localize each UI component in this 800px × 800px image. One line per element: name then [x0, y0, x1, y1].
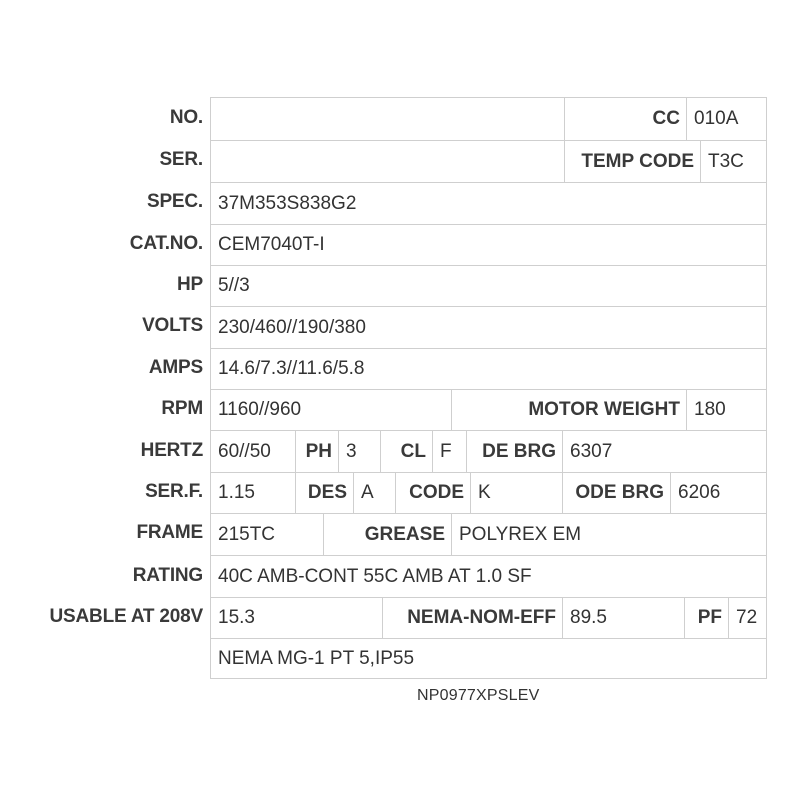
value-cl: F [432, 430, 466, 472]
inline-label-nema-nom-eff: NEMA-NOM-EFF [382, 597, 562, 638]
value-frame: 215TC [210, 513, 323, 555]
value-volts: 230/460//190/380 [210, 306, 767, 348]
inline-label-temp-code: TEMP CODE [564, 140, 700, 182]
label-hertz: HERTZ [140, 440, 203, 461]
value-rating: 40C AMB-CONT 55C AMB AT 1.0 SF [210, 555, 767, 597]
label-ser-f: SER.F. [145, 481, 203, 502]
label-hp: HP [177, 274, 203, 295]
value-ser [210, 140, 564, 182]
value-de-brg: 6307 [562, 430, 767, 472]
value-cat-no: CEM7040T-I [210, 224, 767, 265]
value-ph: 3 [338, 430, 380, 472]
label-usable: USABLE AT 208V [49, 606, 203, 627]
value-temp-code: T3C [700, 140, 767, 182]
label-ser: SER. [159, 149, 203, 170]
value-usable: 15.3 [210, 597, 382, 638]
value-amps: 14.6/7.3//11.6/5.8 [210, 348, 767, 389]
inline-label-de-brg: DE BRG [466, 430, 562, 472]
value-hp: 5//3 [210, 265, 767, 306]
label-spec: SPEC. [146, 191, 203, 212]
inline-label-cl: CL [380, 430, 432, 472]
value-nema-nom-eff: 89.5 [562, 597, 684, 638]
footer-code: NP0977XPSLEV [417, 687, 540, 704]
value-des: A [353, 472, 395, 513]
inline-label-des: DES [295, 472, 353, 513]
value-no [210, 97, 564, 140]
value-code: K [470, 472, 562, 513]
value-ser-f: 1.15 [210, 472, 295, 513]
label-rpm: RPM [161, 398, 203, 419]
value-rpm: 1160//960 [210, 389, 451, 430]
label-amps: AMPS [148, 357, 203, 378]
inline-label-grease: GREASE [323, 513, 451, 555]
label-no: NO. [169, 107, 203, 128]
value-motor-weight: 180 [686, 389, 767, 430]
inline-label-motor-weight: MOTOR WEIGHT [451, 389, 686, 430]
label-rating: RATING [132, 565, 203, 586]
inline-label-code: CODE [395, 472, 470, 513]
label-volts: VOLTS [142, 315, 203, 336]
inline-label-ph: PH [295, 430, 338, 472]
value-grease: POLYREX EM [451, 513, 767, 555]
value-ode-brg: 6206 [670, 472, 767, 513]
inline-label-cc: CC [564, 97, 686, 140]
label-cat-no: CAT.NO. [129, 233, 203, 254]
value-cc: 010A [686, 97, 767, 140]
value-hertz: 60//50 [210, 430, 295, 472]
value-spec: 37M353S838G2 [210, 182, 767, 224]
value-pf: 72 [728, 597, 767, 638]
inline-label-pf: PF [684, 597, 728, 638]
inline-label-ode-brg: ODE BRG [562, 472, 670, 513]
value-standard: NEMA MG-1 PT 5,IP55 [210, 638, 767, 679]
label-frame: FRAME [136, 522, 203, 543]
